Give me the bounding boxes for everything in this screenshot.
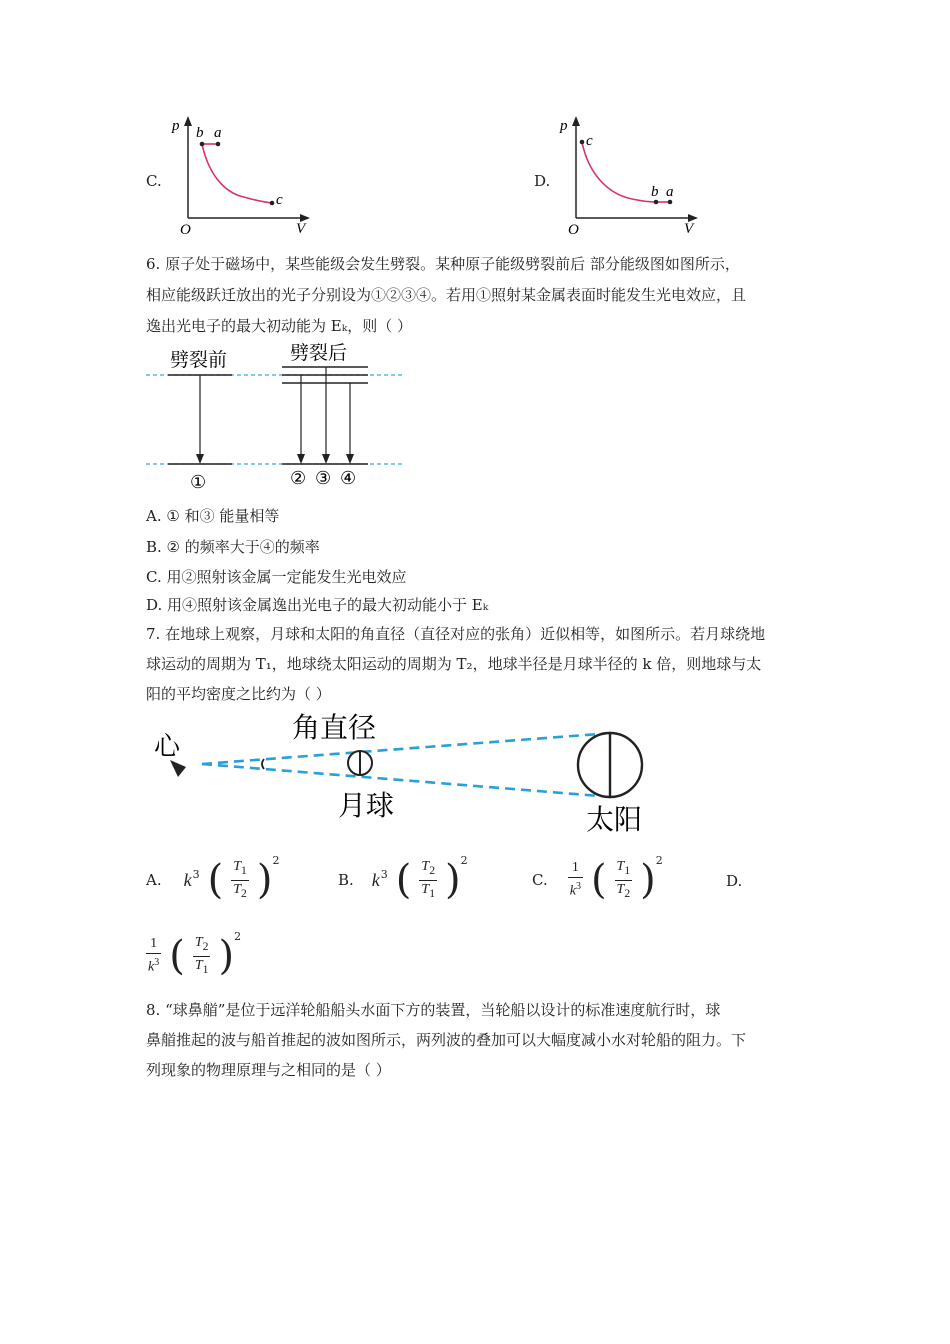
- label-before: 劈裂前: [170, 350, 228, 371]
- label-a: a: [214, 125, 222, 141]
- angle-label: 角直径: [292, 713, 377, 744]
- q7-option-a[interactable]: A. k $^3$ ( $\frac{T_1}{T_2}$ ) $^2$: [146, 853, 280, 903]
- q6-option-d[interactable]: D. 用④照射该金属逸出光电子的最大初动能小于 Eₖ: [146, 596, 489, 614]
- label-c: c: [276, 192, 283, 208]
- q8-stem-line3: 列现象的物理原理与之相同的是（ ）: [146, 1061, 391, 1079]
- point-c: [580, 140, 585, 145]
- moon-label: 月球: [338, 791, 395, 822]
- label-2: ②: [290, 468, 307, 488]
- label-b: b: [651, 184, 659, 200]
- label-c: c: [586, 133, 593, 149]
- label-4: ④: [340, 468, 357, 488]
- eye-icon: [170, 760, 186, 777]
- point-a: [216, 142, 221, 147]
- angular-diameter-diagram: [150, 705, 660, 840]
- curve-bc: [202, 144, 272, 203]
- q7-stem-line3: 阳的平均密度之比约为（ ）: [146, 685, 331, 703]
- q6-option-b[interactable]: B. ② 的频率大于④的频率: [146, 538, 320, 556]
- label-b: b: [196, 125, 204, 141]
- axis-p-label: p: [172, 118, 180, 134]
- point-b: [654, 200, 659, 205]
- origin-label: O: [568, 222, 579, 236]
- option-d-label: D.: [534, 172, 551, 190]
- q6-stem-line1: 6. 原子处于磁场中，某些能级会发生劈裂。某种原子能级劈裂前后 部分能级图如图所示，: [146, 255, 740, 273]
- axis-v-label: V: [296, 221, 306, 236]
- q7-option-b[interactable]: B. k $^3$ ( $\frac{T_2}{T_1}$ ) $^2$: [338, 853, 468, 903]
- label-1: ①: [190, 472, 207, 492]
- option-c-label: C.: [146, 172, 162, 190]
- label-after: 劈裂后: [290, 343, 348, 364]
- p-axis-arrow: [184, 116, 192, 126]
- q7-stem-line1: 7. 在地球上观察，月球和太阳的角直径（直径对应的张角）近似相等，如图所示。若月球绕地: [146, 625, 766, 643]
- q7-option-c[interactable]: C. $\frac{1}{k^3}$ ( $\frac{T_1}{T_2}$ ) $^2$: [532, 853, 663, 903]
- observer-label: 心: [154, 732, 181, 761]
- point-c: [270, 201, 275, 206]
- q8-stem-line2: 鼻艏推起的波与船首推起的波如图所示，两列波的叠加可以大幅度减小水对轮船的阻力。下: [146, 1031, 747, 1049]
- p-axis-arrow: [572, 116, 580, 126]
- arrow-2: [297, 454, 305, 464]
- label-3: ③: [315, 468, 332, 488]
- axis-p-label: p: [560, 118, 568, 134]
- arrow-3: [322, 454, 330, 464]
- origin-label: O: [180, 222, 191, 236]
- q6-stem-line2: 相应能级跃迁放出的光子分别设为①②③④。若用①照射某金属表面时能发生光电效应，且: [146, 286, 747, 304]
- curve-cb: [582, 142, 656, 202]
- q6-stem-line3: 逸出光电子的最大初动能为 Eₖ，则（ ）: [146, 317, 412, 335]
- q6-option-a[interactable]: A. ① 和③ 能量相等: [146, 507, 280, 525]
- sun-label: 太阳: [586, 805, 643, 836]
- q7-option-d[interactable]: $\frac{1}{k^3}$ ( $\frac{T_2}{T_1}$ ) $^2$: [148, 929, 242, 979]
- angle-arc: [262, 759, 264, 769]
- label-a: a: [666, 184, 674, 200]
- q6-option-c[interactable]: C. 用②照射该金属一定能发生光电效应: [146, 568, 407, 586]
- axis-v-label: V: [684, 221, 694, 236]
- arrow-4: [346, 454, 354, 464]
- q8-stem-line1: 8. “球鼻艏”是位于远洋轮船船头水面下方的装置，当轮船以设计的标准速度航行时，球: [146, 1001, 721, 1019]
- q7-stem-line2: 球运动的周期为 T₁，地球绕太阳运动的周期为 T₂，地球半径是月球半径的 k 倍，则地球与太: [146, 655, 762, 673]
- arrow-1: [196, 454, 204, 464]
- point-a: [668, 200, 673, 205]
- pv-graph-d: [548, 112, 708, 236]
- pv-graph-c: [160, 112, 320, 236]
- energy-level-diagram: [140, 338, 410, 496]
- q7-option-d-label[interactable]: D.: [726, 872, 743, 890]
- point-b: [200, 142, 205, 147]
